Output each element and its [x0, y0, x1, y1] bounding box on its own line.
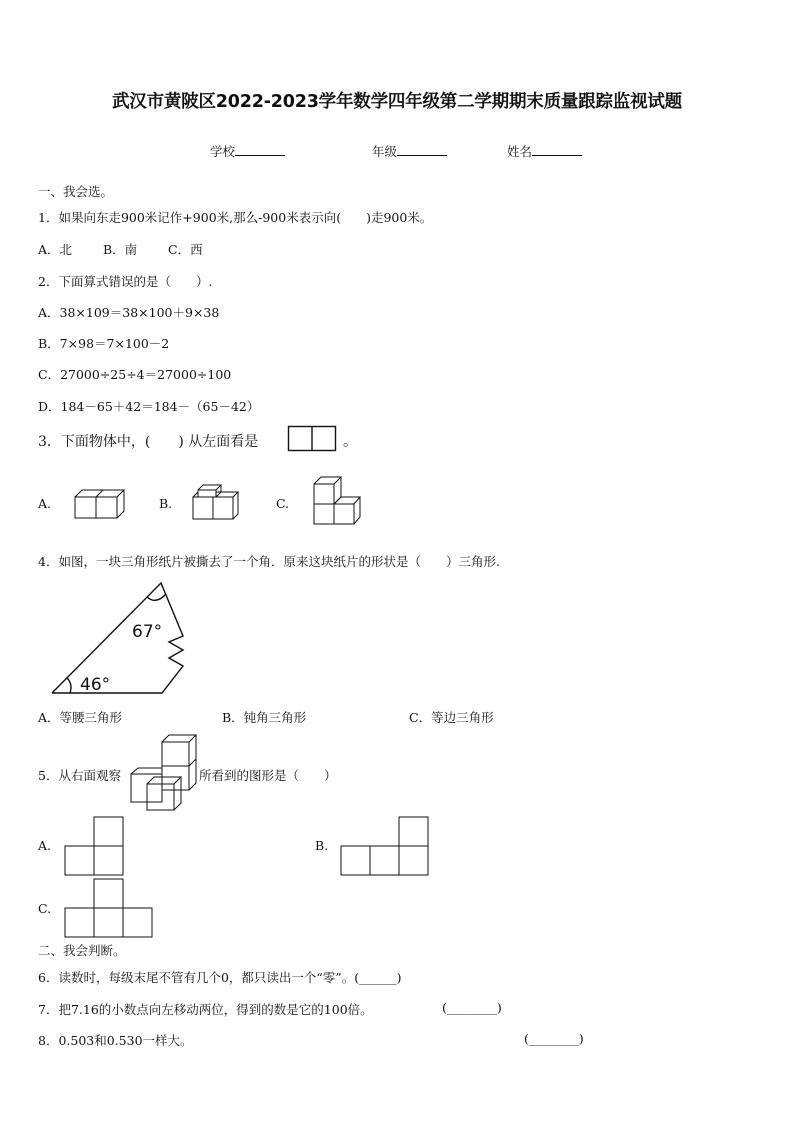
- q2-option-d[interactable]: D．184－65＋42＝184－（65－42）: [38, 399, 260, 414]
- q5-cube-stack-figure: [130, 734, 200, 812]
- section2-heading: 二、我会判断。: [38, 943, 126, 958]
- q4-option-b[interactable]: B．钝角三角形: [222, 710, 307, 725]
- q4-option-c[interactable]: C．等边三角形: [409, 710, 494, 725]
- q3-option-c-figure[interactable]: [313, 476, 361, 526]
- q5-text-after: 所看到的图形是（ ）: [199, 768, 337, 783]
- q8-answer-blank[interactable]: (________): [524, 1031, 584, 1046]
- q3-option-b[interactable]: B.: [159, 496, 173, 511]
- q3-text-before: 3．下面物体中，( ) 从左面看是: [38, 434, 259, 450]
- q6-text: 6．读数时，每级末尾不管有几个0，都只读出一个“零”。(______): [38, 970, 402, 985]
- q7-answer-blank[interactable]: (________): [442, 1000, 502, 1015]
- q2-option-a[interactable]: A．38×109＝38×100＋9×38: [38, 305, 220, 320]
- q5-option-a-figure[interactable]: [64, 816, 124, 876]
- q4-triangle-figure: [50, 582, 185, 696]
- q4-option-a[interactable]: A．等腰三角形: [38, 710, 123, 725]
- page-title: 武汉市黄陂区2022-2023学年数学四年级第二学期期末质量跟踪监视试题: [112, 92, 682, 112]
- q4-angle-67: 67°: [132, 622, 163, 642]
- name-blank[interactable]: [532, 142, 582, 156]
- q1-option-b[interactable]: B．南: [103, 242, 138, 257]
- q3-option-c[interactable]: C.: [276, 496, 290, 511]
- q5-option-b-figure[interactable]: [340, 816, 430, 876]
- q5-option-c-figure[interactable]: [64, 878, 154, 938]
- school-blank[interactable]: [235, 142, 285, 156]
- q5-text-before: 5．从右面观察: [38, 768, 121, 783]
- q4-angle-46: 46°: [80, 675, 111, 695]
- q1-text: 1．如果向东走900米记作+900米,那么-900米表示向( )走900米。: [38, 210, 433, 225]
- q3-target-view: [288, 426, 338, 452]
- q2-option-b[interactable]: B．7×98＝7×100－2: [38, 336, 170, 351]
- section1-heading: 一、我会选。: [38, 184, 114, 199]
- grade-blank[interactable]: [397, 142, 447, 156]
- grade-field: [372, 142, 447, 160]
- q3-text-after: 。: [343, 434, 357, 450]
- q1-option-a[interactable]: A．北: [38, 242, 73, 257]
- q8-text: 8．0.503和0.530一样大。: [38, 1033, 193, 1048]
- q1-option-c[interactable]: C．西: [168, 242, 203, 257]
- name-field: [507, 142, 582, 160]
- q3-option-a[interactable]: A.: [38, 496, 52, 511]
- school-field: [210, 142, 285, 160]
- school-label: 学校: [210, 144, 236, 159]
- q5-option-b[interactable]: B.: [315, 838, 329, 853]
- q2-text: 2．下面算式错误的是（ ）.: [38, 274, 213, 289]
- q7-text: 7．把7.16的小数点向左移动两位，得到的数是它的100倍。: [38, 1002, 373, 1017]
- q3-option-b-figure[interactable]: [192, 484, 240, 522]
- q5-option-c[interactable]: C.: [38, 901, 52, 916]
- grade-label: 年级: [372, 144, 398, 159]
- q2-option-c[interactable]: C．27000÷25÷4＝27000÷100: [38, 367, 232, 382]
- name-label: 姓名: [507, 144, 533, 159]
- q3-option-a-figure[interactable]: [74, 489, 124, 521]
- q5-option-a[interactable]: A.: [38, 838, 52, 853]
- q4-text: 4．如图，一块三角形纸片被撕去了一个角．原来这块纸片的形状是（ ）三角形.: [38, 554, 500, 569]
